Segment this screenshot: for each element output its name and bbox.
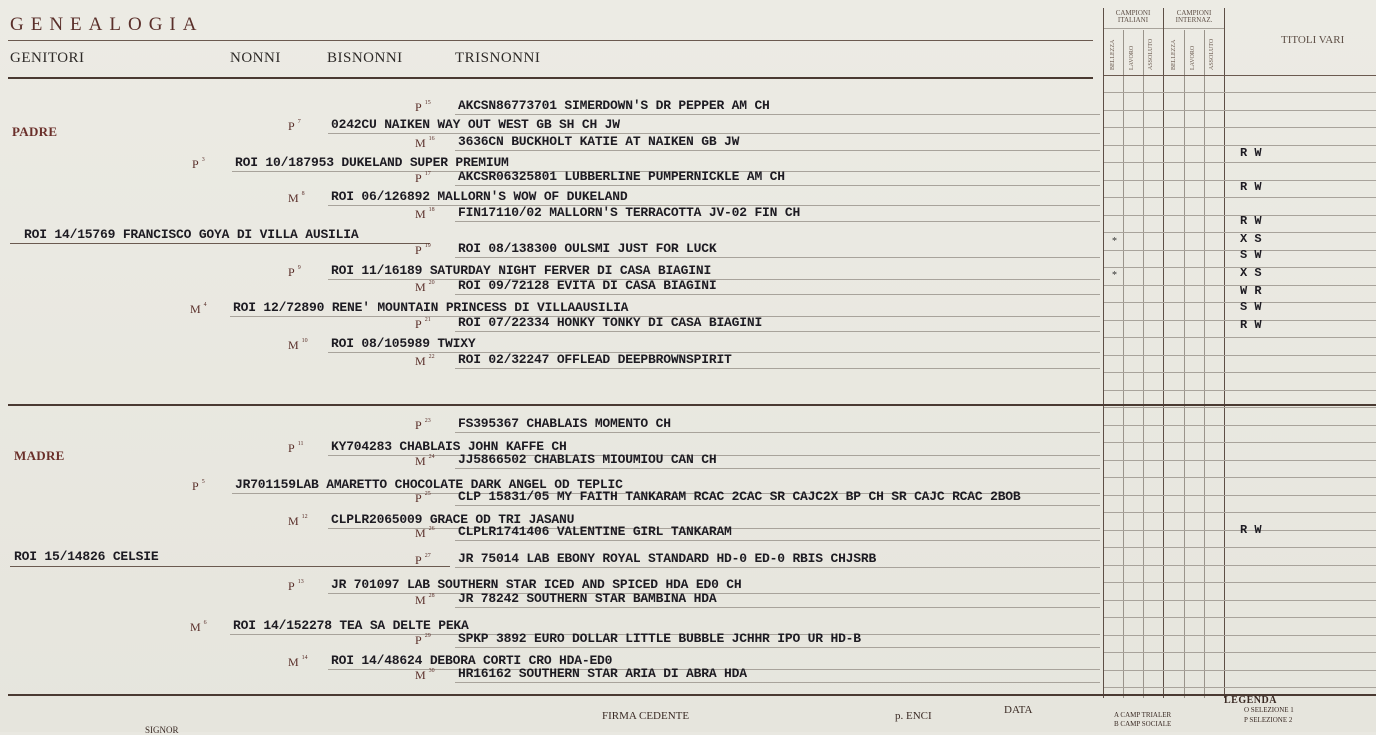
- padre-ancestor: ROI 08/138300 OULSMI JUST FOR LUCK: [458, 241, 717, 256]
- madre-mark: [288, 655, 308, 670]
- madre-ancestor: FS395367 CHABLAIS MOMENTO CH: [458, 416, 671, 431]
- padre-mark: [415, 317, 431, 332]
- campioni-internaz-line2: INTERNAZ.: [1175, 16, 1213, 24]
- col-trisnonni: TRISNONNI: [455, 50, 541, 66]
- mark-letter: M: [288, 514, 299, 528]
- entry-rule: [455, 150, 1100, 151]
- grid-rule: [1104, 460, 1376, 461]
- section-divider: [8, 404, 1376, 406]
- padre-label: PADRE: [12, 124, 58, 139]
- padre-ancestor: ROI 06/126892 MALLORN'S WOW OF DUKELAND: [331, 189, 628, 204]
- grid-rule: [1104, 92, 1376, 93]
- col-line: [1143, 30, 1144, 698]
- col-bisnonni: BISNONNI: [327, 50, 403, 66]
- grid-rule: [1104, 687, 1376, 688]
- titolo-value: S W: [1240, 248, 1262, 262]
- titolo-value: S W: [1240, 300, 1262, 314]
- padre-ancestor: ROI 07/22334 HONKY TONKY DI CASA BIAGINI: [458, 315, 763, 330]
- padre-mark: [288, 338, 308, 353]
- grid-rule: [1104, 512, 1376, 513]
- grid-rule: [1104, 565, 1376, 566]
- mark-number: 9: [297, 265, 301, 271]
- mark-letter: M: [415, 668, 426, 682]
- madre-mark: [415, 454, 435, 469]
- grid-rule: [1104, 425, 1376, 426]
- madre-ancestor: CLPLR1741406 VALENTINE GIRL TANKARAM: [458, 524, 732, 539]
- madre-mark: [288, 441, 303, 456]
- madre-mark: [415, 553, 431, 568]
- madre-ancestor: CLPLR2065009 GRACE OD TRI JASANU: [331, 512, 575, 527]
- mark-letter: P: [192, 157, 199, 171]
- padre-ancestor: AKCSN86773701 SIMERDOWN'S DR PEPPER AM CH: [458, 98, 770, 113]
- mark-letter: M: [415, 207, 426, 221]
- mark-number: 25: [424, 491, 431, 497]
- grid-rule: [1104, 600, 1376, 601]
- mark-number: 22: [428, 354, 435, 360]
- champion-star: *: [1112, 236, 1117, 247]
- entry-rule: [455, 331, 1100, 332]
- padre-mark: [288, 191, 305, 206]
- grid-rule: [1104, 617, 1376, 618]
- legenda-title: LEGENDA: [1224, 695, 1277, 706]
- grid-rule: [1104, 582, 1376, 583]
- signor-label: SIGNOR: [145, 725, 179, 735]
- mark-number: 15: [424, 100, 431, 106]
- mark-letter: M: [288, 338, 299, 352]
- padre-mark: [415, 243, 431, 258]
- titolo-value: R W: [1240, 180, 1262, 194]
- subcol-lavoro-int: LAVORO: [1190, 45, 1196, 70]
- padre-ancestor: 0242CU NAIKEN WAY OUT WEST GB SH CH JW: [331, 117, 620, 132]
- firma-cedente-label: FIRMA CEDENTE: [602, 710, 690, 722]
- madre-mark: [288, 514, 308, 529]
- champion-star: *: [1112, 270, 1117, 281]
- madre-mark: [288, 579, 304, 594]
- campioni-italiani-line1: CAMPIONI: [1115, 9, 1151, 17]
- mark-number: 30: [428, 668, 435, 674]
- titolo-value: X S: [1240, 266, 1262, 280]
- madre-mark: [192, 479, 205, 494]
- subcol-assoluto-it: ASSOLUTO: [1148, 38, 1154, 70]
- p-enci-label: p. ENCI: [895, 710, 932, 722]
- legend-p: P SELEZIONE 2: [1244, 716, 1293, 724]
- entry-rule: [455, 114, 1100, 115]
- grid-rule: [1104, 127, 1376, 128]
- mark-letter: P: [415, 100, 422, 114]
- madre-ancestor: JR 701097 LAB SOUTHERN STAR ICED AND SPICED HDA ED0 CH: [331, 577, 742, 592]
- mark-letter: M: [190, 620, 201, 634]
- madre-mark: [415, 491, 431, 506]
- madre-ancestor: SPKP 3892 EURO DOLLAR LITTLE BUBBLE JCHHR IPO UR HD-B: [458, 631, 861, 646]
- footer-rule: [8, 694, 1376, 696]
- madre-dam-name: ROI 15/14826 CELSIE: [14, 549, 159, 564]
- entry-rule: [455, 567, 1100, 568]
- dam-underline: [10, 566, 450, 567]
- grid-rule: [1104, 162, 1376, 163]
- col-line: [1204, 30, 1205, 698]
- right-header-rule: [1104, 75, 1376, 76]
- legend-b: B CAMP SOCIALE: [1114, 720, 1172, 728]
- grid-rule: [1104, 442, 1376, 443]
- mark-letter: M: [415, 526, 426, 540]
- entry-rule: [455, 432, 1100, 433]
- padre-ancestor: ROI 02/32247 OFFLEAD DEEPBROWNSPIRIT: [458, 352, 732, 367]
- padre-mark: [415, 354, 435, 369]
- titolo-value: X S: [1240, 232, 1262, 246]
- madre-label: MADRE: [14, 448, 65, 463]
- madre-ancestor: JR 75014 LAB EBONY ROYAL STANDARD HD-0 ED-0 RBIS CHJSRB: [458, 551, 877, 566]
- title-underline: [8, 40, 1093, 41]
- grid-rule: [1104, 495, 1376, 496]
- mark-letter: M: [415, 593, 426, 607]
- mark-number: 4: [203, 302, 207, 308]
- titolo-value: R W: [1240, 523, 1262, 537]
- col-line: [1224, 8, 1225, 698]
- madre-ancestor: ROI 14/48624 DEBORA CORTI CRO HDA-ED0: [331, 653, 613, 668]
- data-label: DATA: [1004, 704, 1033, 716]
- mark-number: 27: [424, 553, 431, 559]
- subcol-bellezza-int: BELLEZZA: [1171, 39, 1177, 70]
- mark-letter: P: [192, 479, 199, 493]
- titoli-vari-header: TITOLI VARI: [1281, 34, 1345, 46]
- mark-letter: P: [415, 171, 422, 185]
- mark-number: 16: [428, 136, 435, 142]
- mark-number: 11: [297, 441, 304, 447]
- madre-mark: [415, 418, 431, 433]
- grid-rule: [1104, 547, 1376, 548]
- padre-mark: [288, 119, 301, 134]
- col-line: [1163, 8, 1164, 698]
- mark-number: 17: [424, 171, 431, 177]
- madre-mark: [415, 633, 431, 648]
- grid-rule: [1104, 355, 1376, 356]
- entry-rule: [455, 505, 1100, 506]
- campioni-italiani-header: [1104, 10, 1162, 24]
- mark-number: 26: [428, 526, 435, 532]
- legend-a: A CAMP TRIALER: [1114, 711, 1172, 719]
- titolo-value: R W: [1240, 146, 1262, 160]
- grid-rule: [1104, 670, 1376, 671]
- grid-rule: [1104, 477, 1376, 478]
- madre-mark: [415, 668, 435, 683]
- madre-ancestor: JJ5866502 CHABLAIS MIOUMIOU CAN CH: [458, 452, 717, 467]
- mark-letter: P: [288, 441, 295, 455]
- madre-ancestor: CLP 15831/05 MY FAITH TANKARAM RCAC 2CAC SR CAJC2X BP CH SR CAJC RCAC 2BOB: [458, 489, 1021, 504]
- campioni-internaz-line1: CAMPIONI: [1176, 9, 1212, 17]
- madre-ancestor: HR16162 SOUTHERN STAR ARIA DI ABRA HDA: [458, 666, 747, 681]
- mark-letter: M: [415, 354, 426, 368]
- mark-letter: M: [415, 136, 426, 150]
- mark-letter: P: [415, 317, 422, 331]
- header-rule: [8, 77, 1093, 79]
- entry-rule: [455, 185, 1100, 186]
- mark-letter: P: [415, 491, 422, 505]
- mark-letter: M: [288, 655, 299, 669]
- entry-rule: [455, 368, 1100, 369]
- campioni-divider: [1104, 28, 1224, 29]
- madre-mark: [415, 593, 435, 608]
- grid-rule: [1104, 390, 1376, 391]
- mark-number: 21: [424, 317, 431, 323]
- padre-mark: [415, 280, 435, 295]
- mark-letter: M: [415, 280, 426, 294]
- mark-number: 7: [297, 119, 301, 125]
- mark-letter: M: [190, 302, 201, 316]
- col-genitori: GENITORI: [10, 50, 85, 66]
- mark-letter: M: [415, 454, 426, 468]
- col-nonni: NONNI: [230, 50, 281, 66]
- mark-number: 5: [201, 479, 205, 485]
- padre-ancestor: ROI 10/187953 DUKELAND SUPER PREMIUM: [235, 155, 509, 170]
- mark-number: 29: [424, 633, 431, 639]
- col-line: [1184, 30, 1185, 698]
- padre-mark: [415, 136, 435, 151]
- padre-mark: [415, 171, 431, 186]
- mark-letter: P: [415, 418, 422, 432]
- mark-letter: P: [288, 119, 295, 133]
- padre-mark: [288, 265, 301, 280]
- entry-rule: [455, 468, 1100, 469]
- grid-rule: [1104, 372, 1376, 373]
- entry-rule: [455, 257, 1100, 258]
- entry-rule: [455, 294, 1100, 295]
- mark-number: 10: [301, 338, 308, 344]
- legend-o: O SELEZIONE 1: [1244, 706, 1294, 714]
- grid-rule: [1104, 635, 1376, 636]
- entry-rule: [455, 221, 1100, 222]
- madre-mark: [190, 620, 207, 635]
- padre-ancestor: FIN17110/02 MALLORN'S TERRACOTTA JV-02 FIN CH: [458, 205, 801, 220]
- padre-mark: [415, 100, 431, 115]
- padre-ancestor: ROI 08/105989 TWIXY: [331, 336, 476, 351]
- mark-number: 24: [428, 454, 435, 460]
- entry-rule: [455, 607, 1100, 608]
- mark-number: 12: [301, 514, 308, 520]
- padre-mark: [190, 302, 207, 317]
- grid-rule: [1104, 197, 1376, 198]
- padre-ancestor: ROI 09/72128 EVITA DI CASA BIAGINI: [458, 278, 717, 293]
- padre-ancestor: 3636CN BUCKHOLT KATIE AT NAIKEN GB JW: [458, 134, 740, 149]
- mark-letter: P: [415, 553, 422, 567]
- padre-ancestor: ROI 11/16189 SATURDAY NIGHT FERVER DI CASA BIAGINI: [331, 263, 712, 278]
- padre-ancestor: ROI 12/72890 RENE' MOUNTAIN PRINCESS DI VILLAAUSILIA: [233, 300, 629, 315]
- entry-rule: [455, 682, 1100, 683]
- mark-number: 23: [424, 418, 431, 424]
- campioni-italiani-line2: ITALIANI: [1117, 16, 1149, 24]
- mark-number: 18: [428, 207, 435, 213]
- titolo-value: R W: [1240, 318, 1262, 332]
- mark-number: 8: [301, 191, 305, 197]
- mark-number: 3: [201, 157, 205, 163]
- col-line: [1123, 30, 1124, 698]
- madre-ancestor: JR701159LAB AMARETTO CHOCOLATE DARK ANGEL OD TEPLIC: [235, 477, 623, 492]
- subcol-lavoro-it: LAVORO: [1129, 45, 1135, 70]
- mark-number: 20: [428, 280, 435, 286]
- padre-ancestor: AKCSR06325801 LUBBERLINE PUMPERNICKLE AM CH: [458, 169, 785, 184]
- titolo-value: W R: [1240, 284, 1262, 298]
- padre-sire-name: ROI 14/15769 FRANCISCO GOYA DI VILLA AUSILIA: [24, 227, 359, 242]
- madre-mark: [415, 526, 435, 541]
- mark-letter: P: [415, 243, 422, 257]
- mark-number: 28: [428, 593, 435, 599]
- madre-ancestor: ROI 14/152278 TEA SA DELTE PEKA: [233, 618, 469, 633]
- mark-number: 14: [301, 655, 308, 661]
- sire-underline: [10, 243, 430, 244]
- padre-mark: [415, 207, 435, 222]
- padre-mark: [192, 157, 205, 172]
- madre-ancestor: KY704283 CHABLAIS JOHN KAFFE CH: [331, 439, 567, 454]
- form-title: GENEALOGIA: [10, 14, 204, 35]
- subcol-bellezza-it: BELLEZZA: [1110, 39, 1116, 70]
- subcol-assoluto-int: ASSOLUTO: [1209, 38, 1215, 70]
- grid-rule: [1104, 337, 1376, 338]
- mark-letter: P: [415, 633, 422, 647]
- titolo-value: R W: [1240, 214, 1262, 228]
- grid-rule: [1104, 652, 1376, 653]
- mark-letter: P: [288, 265, 295, 279]
- grid-rule: [1104, 407, 1376, 408]
- mark-letter: M: [288, 191, 299, 205]
- col-line: [1103, 8, 1104, 698]
- mark-number: 13: [297, 579, 304, 585]
- mark-number: 19: [424, 243, 431, 249]
- entry-rule: [455, 540, 1100, 541]
- campioni-internaz-header: [1165, 10, 1223, 24]
- mark-number: 6: [203, 620, 207, 626]
- mark-letter: P: [288, 579, 295, 593]
- madre-ancestor: JR 78242 SOUTHERN STAR BAMBINA HDA: [458, 591, 717, 606]
- entry-rule: [455, 647, 1100, 648]
- grid-rule: [1104, 110, 1376, 111]
